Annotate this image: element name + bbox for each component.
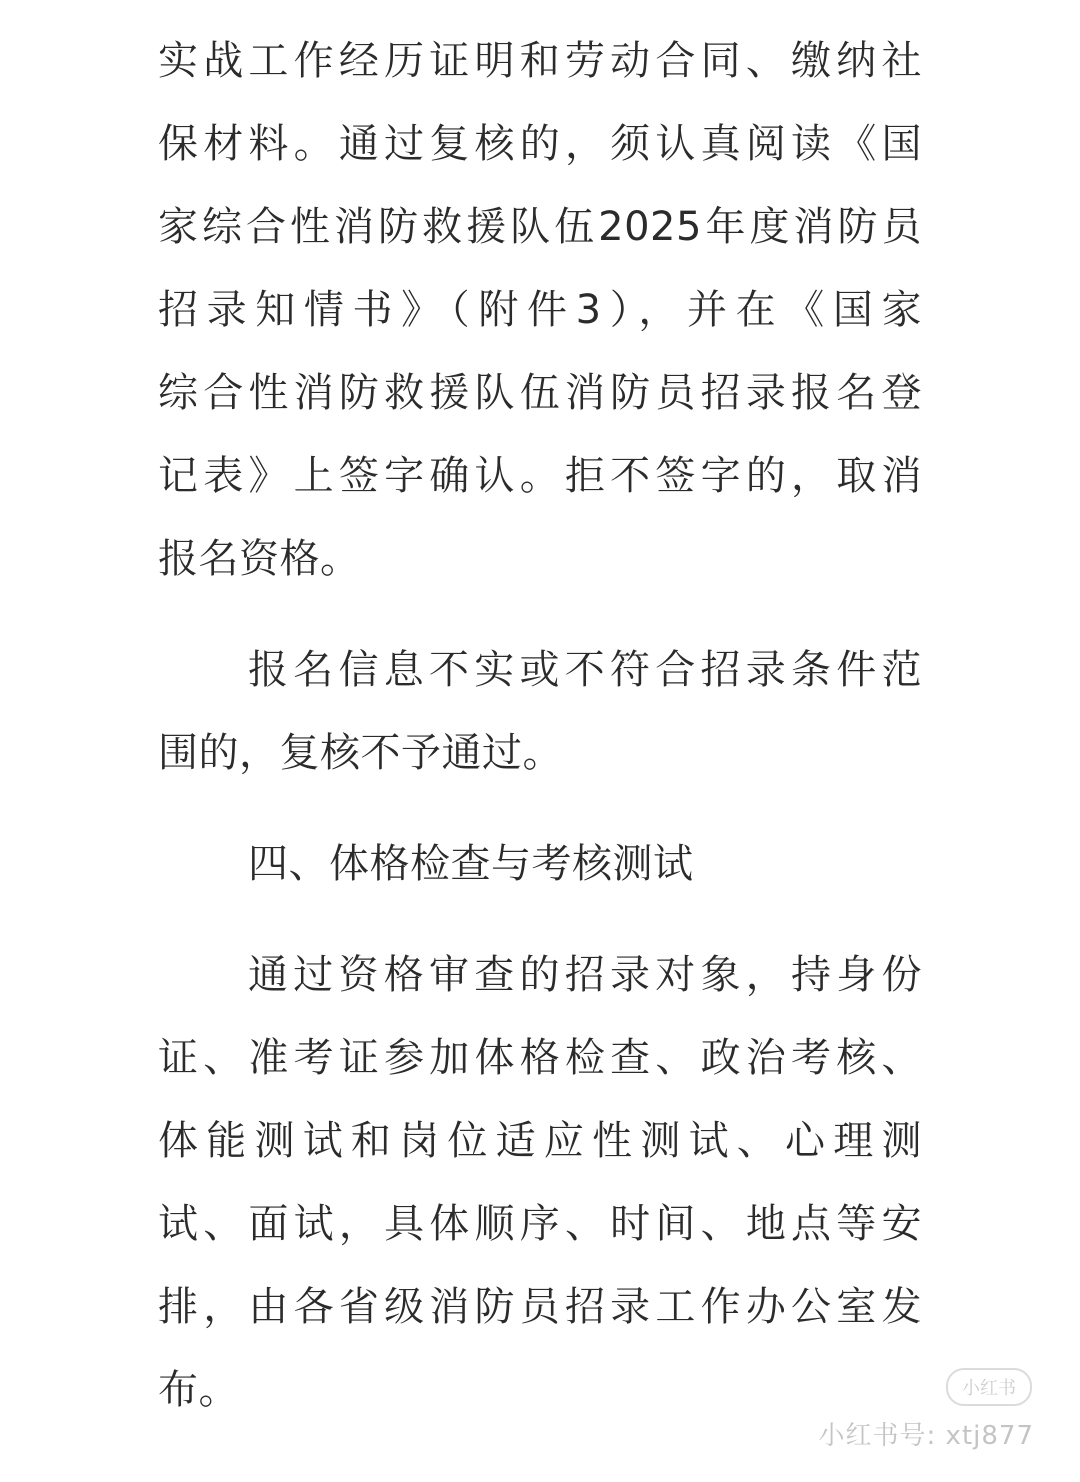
- text-line: 记表》上签字确认。拒不签字的，取消: [158, 453, 922, 499]
- text-line: 布。: [158, 1367, 239, 1413]
- paragraph-2: [158, 629, 922, 795]
- section-heading: [158, 823, 922, 906]
- text-line: 围的，复核不予通过。: [158, 730, 563, 776]
- text-line: 招录知情书》（附件3），并在《国家: [158, 287, 922, 333]
- text-line: 家综合性消防救援队伍2025年度消防员: [158, 204, 922, 250]
- text-line: 实战工作经历证明和劳动合同、缴纳社: [158, 38, 922, 84]
- text-line: 综合性消防救援队伍消防员招录报名登: [158, 370, 922, 416]
- heading-text: 四、体格检查与考核测试: [248, 841, 694, 887]
- text-line: 排，由各省级消防员招录工作办公室发: [158, 1284, 922, 1330]
- paragraph-1: [158, 20, 922, 601]
- paragraph-3: [158, 934, 922, 1432]
- watermark-id: 小红书号: xtj877: [818, 1421, 1034, 1451]
- text-line: 保材料。通过复核的，须认真阅读《国: [158, 121, 922, 167]
- text-line: 报名资格。: [158, 536, 361, 582]
- text-line: 通过资格审查的招录对象，持身份: [248, 952, 922, 998]
- text-line: 体能测试和岗位适应性测试、心理测: [158, 1118, 922, 1164]
- document-body: [158, 20, 922, 1432]
- text-line: 证、准考证参加体格检查、政治考核、: [158, 1035, 922, 1081]
- text-line: 试、面试，具体顺序、时间、地点等安: [158, 1201, 922, 1247]
- text-line: 报名信息不实或不符合招录条件范: [248, 647, 922, 693]
- xiaohongshu-logo: 小红书: [946, 1368, 1032, 1406]
